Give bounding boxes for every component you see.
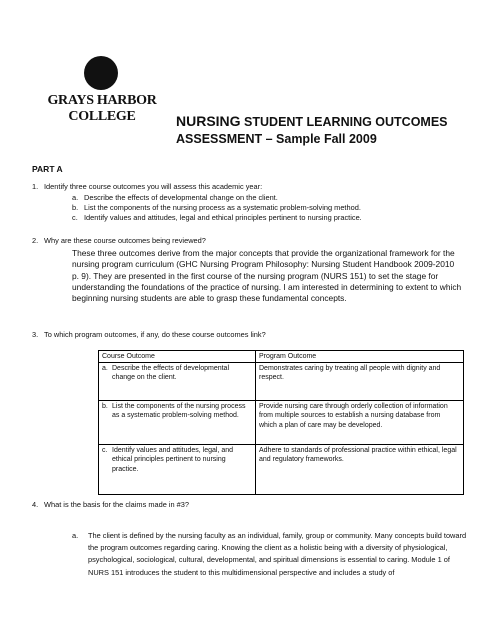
question-1-item-a [72, 193, 278, 203]
ship-emblem-icon [84, 56, 118, 90]
question-2-answer: These three outcomes derive from the major concepts that provide the organizational framework for the nursing program curriculum (GHC Nursing Program Philosophy: Nursing Student Handbook 2009-2010 p. 9). They are presented in the first course of the nursing program (NURS 151) to set the stage for understanding the foundations of the practice of nursing. I am interested in determining to extent to which beginning nursing students are able to grasp these fundamental concepts. [72, 248, 462, 304]
column-header-course: Course Outcome [99, 351, 256, 363]
question-1-number: 1. [32, 182, 39, 191]
course-outcome-text: Describe the effects of developmental change on the client. [112, 365, 229, 382]
question-4 [32, 500, 189, 510]
logo-line1: GRAYS HARBOR [47, 93, 157, 108]
question-3-text: To which program outcomes, if any, do these course outcomes link? [44, 330, 266, 339]
question-2 [32, 236, 206, 246]
item-text: List the components of the nursing process as a systematic problem-solving method. [84, 203, 361, 212]
question-3 [32, 330, 266, 340]
table-row [99, 363, 464, 401]
item-text: Identify values and attitudes, legal and ethical principles pertinent to nursing practice. [84, 213, 362, 222]
item-text: The client is defined by the nursing faculty as an individual, family, group or community. Many concepts build toward the program outcomes regarding caring. Knowing the client as a holistic being with a diversity of physiological, psychological, sociological, cultural, developmental, and spiritual dimensions is essential to caring. Module 1 of NURS 151 introduces the student to this multidimensional perspective and includes a study of [88, 531, 467, 577]
course-outcome-cell [99, 401, 256, 445]
question-1-text: Identify three course outcomes you will assess this academic year: [44, 182, 263, 191]
item-number: a. [72, 193, 79, 202]
course-outcome-text: List the components of the nursing process as a systematic problem-solving method. [112, 403, 246, 420]
table-header-row [99, 351, 464, 363]
item-text: Describe the effects of developmental change on the client. [84, 193, 278, 202]
title-rest1: STUDENT LEARNING OUTCOMES [240, 115, 448, 129]
table-row [99, 401, 464, 445]
document-title [176, 113, 448, 148]
item-number: a. [72, 531, 79, 540]
course-outcome-text: Identify values and attitudes, legal, and ethical principles pertinent to nursing practice. [112, 447, 234, 473]
question-2-text: Why are these course outcomes being reviewed? [44, 236, 206, 245]
question-3-number: 3. [32, 330, 39, 339]
question-4-number: 4. [32, 500, 39, 509]
course-outcome-cell [99, 445, 256, 495]
item-number: b. [72, 203, 79, 212]
question-2-number: 2. [32, 236, 39, 245]
question-4-item-a [72, 530, 472, 579]
program-outcome-cell: Adhere to standards of professional practice within ethical, legal and regulatory frameworks. [256, 445, 464, 495]
title-line2: ASSESSMENT – Sample Fall 2009 [176, 132, 377, 146]
program-outcome-cell: Provide nursing care through orderly collection of information from multiple sources to establish a nursing database from which a plan of care may be developed. [256, 401, 464, 445]
program-outcome-cell: Demonstrates caring by treating all people with dignity and respect. [256, 363, 464, 401]
row-number: b. [102, 403, 108, 411]
title-word1: NURSING [176, 113, 241, 129]
course-outcome-cell [99, 363, 256, 401]
row-number: c. [102, 447, 108, 455]
question-1 [32, 182, 262, 192]
question-1-item-c [72, 213, 362, 223]
part-heading: PART A [32, 164, 63, 174]
table-row [99, 445, 464, 495]
logo-line2: COLLEGE [68, 109, 136, 124]
question-4-text: What is the basis for the claims made in #3? [44, 500, 190, 509]
question-1-item-b [72, 203, 361, 213]
item-number: c. [72, 213, 78, 222]
outcomes-table [98, 350, 464, 495]
college-logo [46, 56, 158, 140]
column-header-program: Program Outcome [256, 351, 464, 363]
row-number: a. [102, 365, 108, 373]
